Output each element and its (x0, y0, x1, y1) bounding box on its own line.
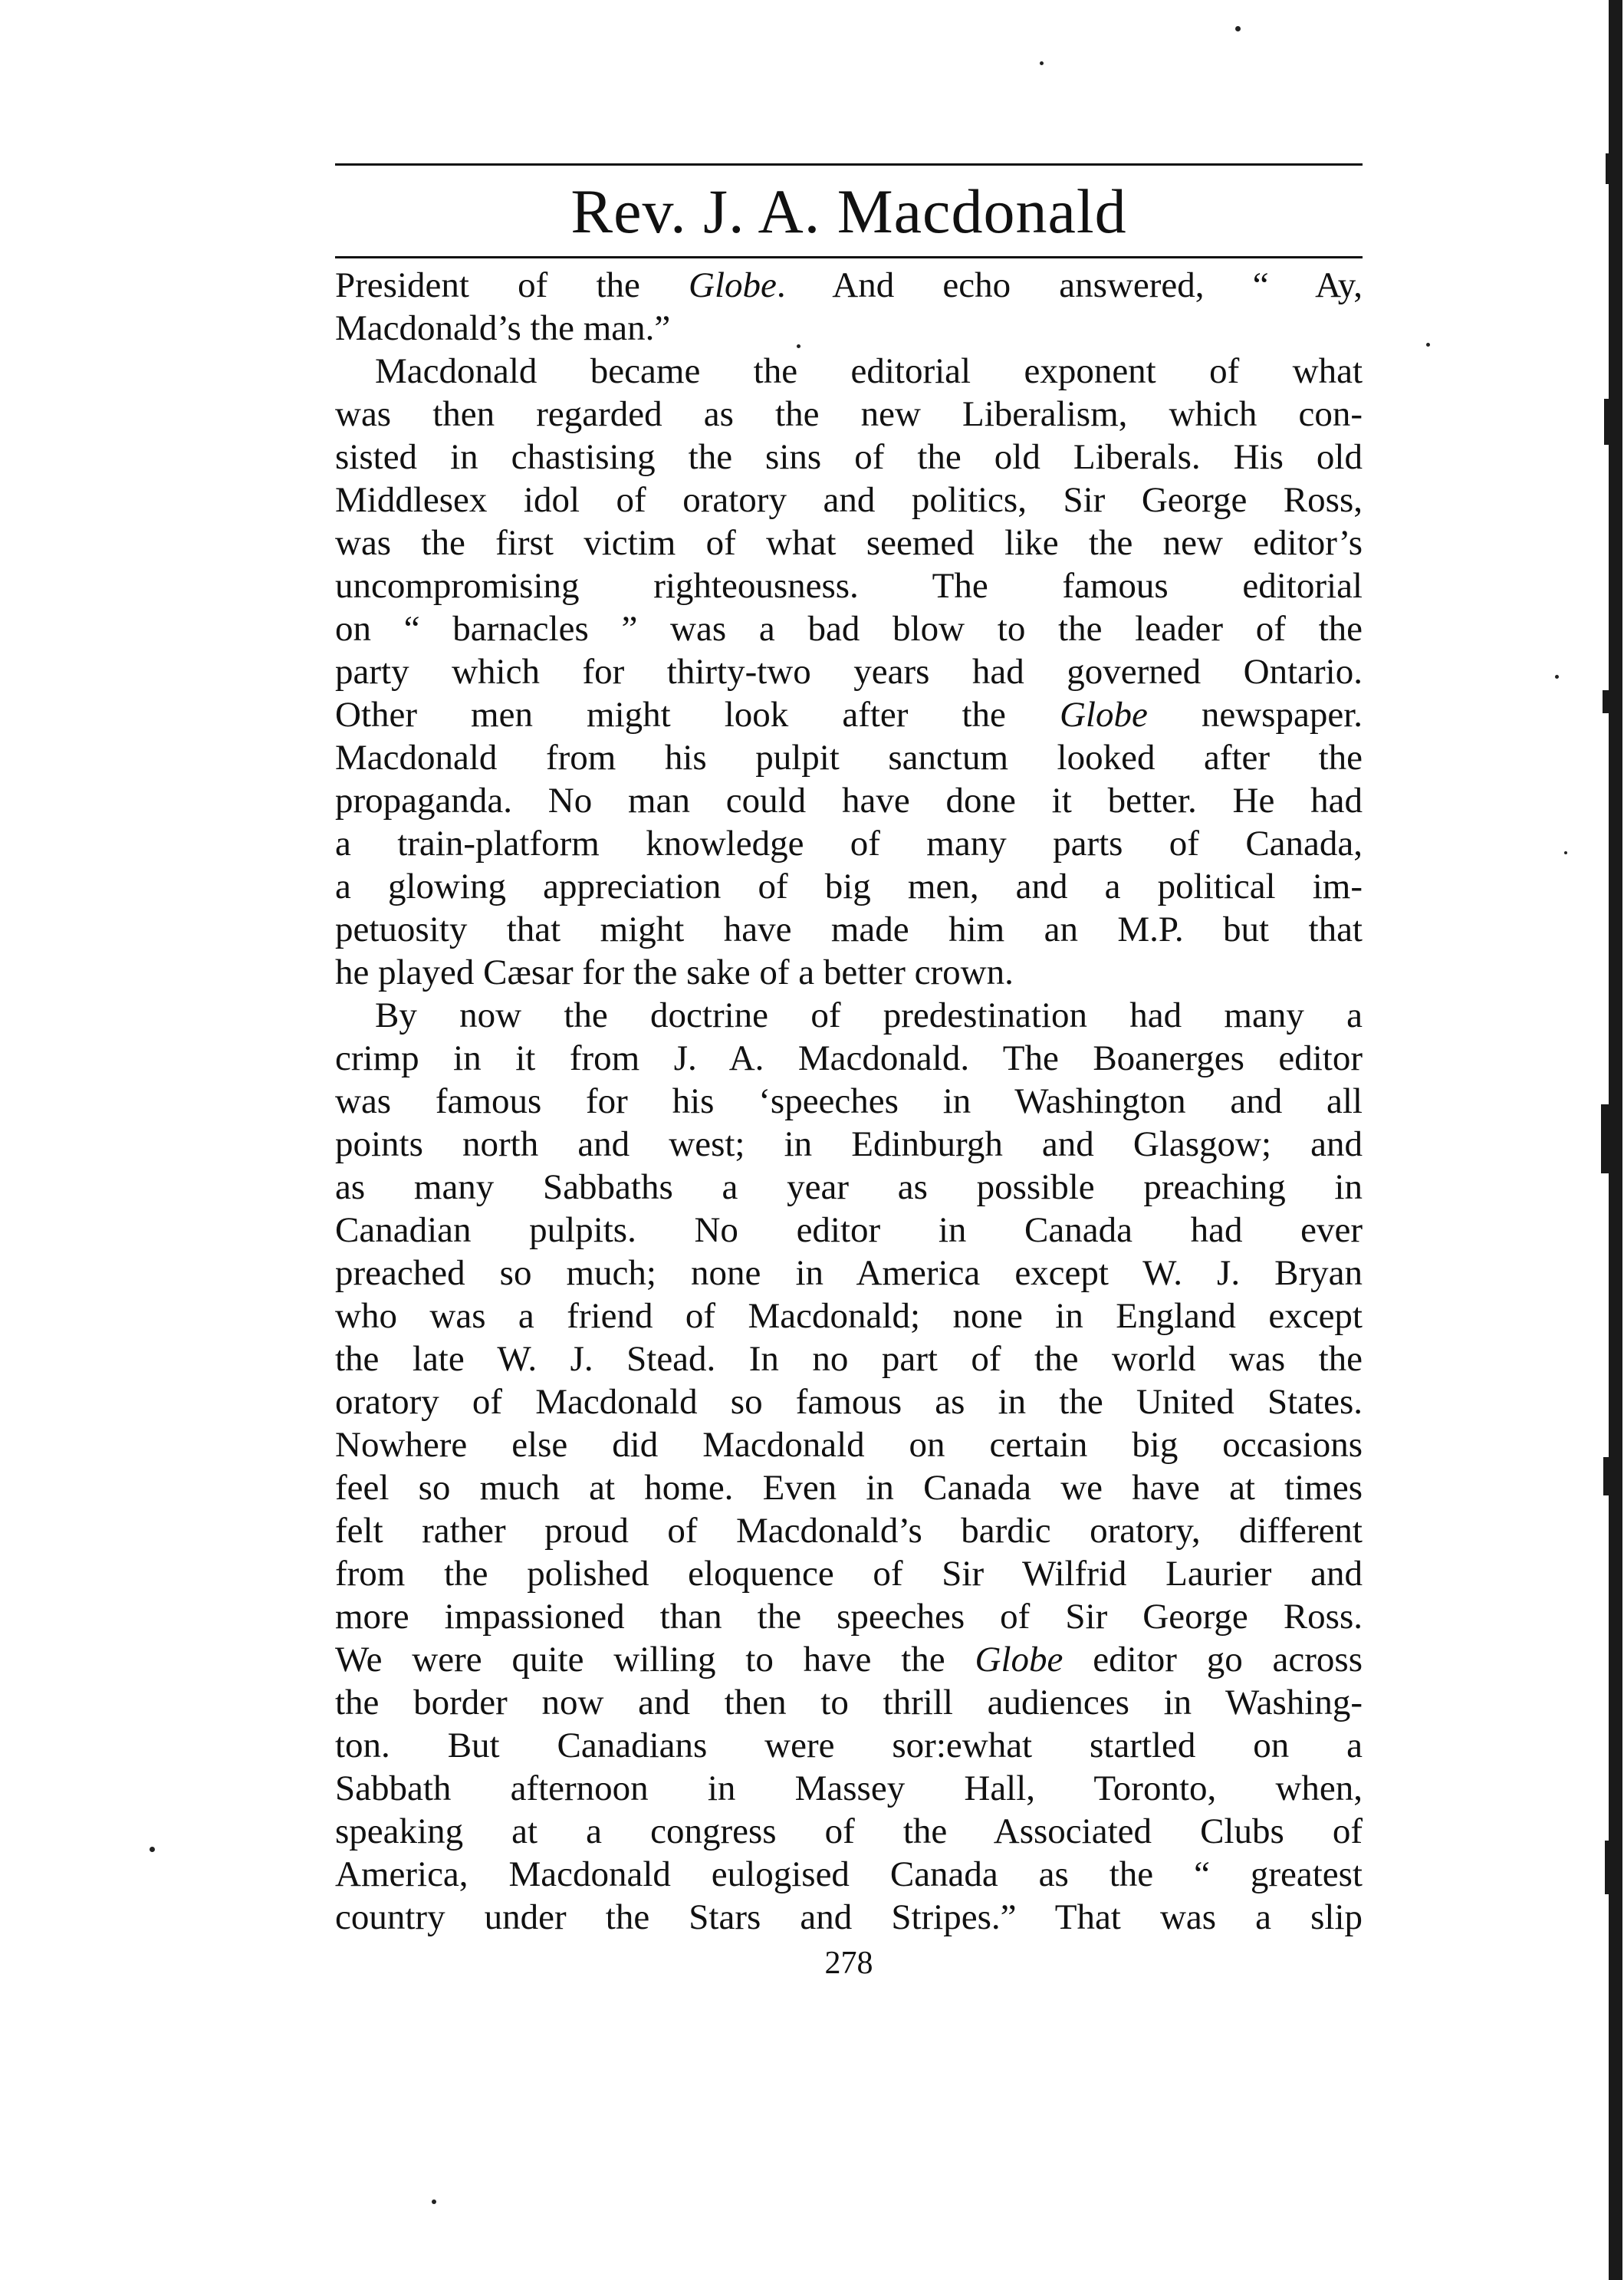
text-line (335, 521, 1363, 564)
text-line (335, 1896, 1363, 1939)
text-line (335, 1209, 1363, 1252)
text-segment: Macdonald’s the man.” (335, 308, 671, 348)
text-line (335, 1337, 1363, 1380)
text-line (335, 1252, 1363, 1295)
scan-speck (1426, 343, 1430, 347)
text-segment: sisted in chastising the sins of the old Liberals. His old (335, 437, 1363, 477)
text-segment: the border now and then to thrill audiences in Washing- (335, 1683, 1363, 1722)
text-line (335, 822, 1363, 865)
text-segment: newspaper. (1147, 695, 1363, 735)
text-segment: a train-platform knowledge of many parts of Canada, (335, 824, 1363, 864)
scan-speck (1555, 675, 1559, 679)
text-line (335, 1295, 1363, 1337)
text-segment: By now the doctrine of predestination had many a (375, 995, 1363, 1035)
text-line (335, 1810, 1363, 1853)
text-line (335, 951, 1363, 994)
text-segment: as many Sabbaths a year as possible preaching in (335, 1167, 1363, 1207)
text-line (335, 736, 1363, 779)
text-segment: We were quite willing to have the (335, 1640, 975, 1680)
running-head-title: Rev. J. A. Macdonald (570, 176, 1127, 246)
scan-speck (1040, 61, 1044, 65)
scan-speck (797, 344, 800, 348)
text-line (335, 1638, 1363, 1681)
body-text (335, 264, 1363, 1939)
text-line (335, 479, 1363, 521)
scan-speck (1564, 851, 1567, 854)
text-segment: editor go across (1063, 1640, 1363, 1680)
text-line (335, 1123, 1363, 1166)
text-line (335, 436, 1363, 479)
text-segment: points north and west; in Edinburgh and Glasgow; and (335, 1124, 1363, 1164)
scan-speck (150, 1847, 155, 1852)
text-segment: from the polished eloquence of Sir Wilfrid Laurier and (335, 1554, 1363, 1594)
text-line (335, 650, 1363, 693)
text-line (335, 1166, 1363, 1209)
text-line (335, 307, 1363, 350)
text-segment: the late W. J. Stead. In no part of the world was the (335, 1339, 1363, 1379)
text-line (335, 1037, 1363, 1080)
text-line (335, 1509, 1363, 1552)
text-segment: was then regarded as the new Liberalism, which con- (335, 394, 1363, 434)
text-segment: uncompromising righteousness. The famous editorial (335, 566, 1363, 606)
text-line (335, 1080, 1363, 1123)
text-segment: Middlesex idol of oratory and politics, Sir George Ross, (335, 480, 1363, 520)
scan-speck (432, 2199, 436, 2204)
text-line (335, 1595, 1363, 1638)
text-segment: was famous for his ‘speeches in Washington and all (335, 1081, 1363, 1121)
text-segment: was the first victim of what seemed like the new editor’s (335, 523, 1363, 563)
text-segment: ton. But Canadians were sor:ewhat startled on a (335, 1726, 1363, 1765)
page-number: 278 (824, 1946, 873, 1981)
text-segment: feel so much at home. Even in Canada we have at times (335, 1468, 1363, 1508)
text-line (335, 607, 1363, 650)
text-segment: who was a friend of Macdonald; none in England except (335, 1296, 1363, 1336)
text-segment: petuosity that might have made him an M.P. but that (335, 910, 1363, 949)
text-segment: President of the (335, 265, 689, 305)
text-line (335, 350, 1363, 393)
text-segment: a glowing appreciation of big men, and a political im- (335, 867, 1363, 906)
text-segment: propaganda. No man could have done it better. He had (335, 781, 1363, 821)
text-line (335, 1681, 1363, 1724)
text-segment: Macdonald became the editorial exponent of what (375, 351, 1363, 391)
italic-text: Globe (975, 1640, 1063, 1680)
text-segment: he played Cæsar for the sake of a better crown. (335, 952, 1014, 992)
scan-edge-shadow (1601, 0, 1624, 2280)
text-line (335, 1423, 1363, 1466)
header-rule-bottom (335, 256, 1363, 258)
italic-text: Globe (689, 265, 777, 305)
text-line (335, 393, 1363, 436)
text-segment: felt rather proud of Macdonald’s bardic oratory, different (335, 1511, 1363, 1551)
text-segment: more impassioned than the speeches of Sir George Ross. (335, 1597, 1363, 1637)
text-segment: country under the Stars and Stripes.” That was a slip (335, 1897, 1363, 1937)
text-segment: preached so much; none in America except W. J. Bryan (335, 1253, 1363, 1293)
text-segment: oratory of Macdonald so famous as in the United States. (335, 1382, 1363, 1422)
text-segment: party which for thirty-two years had governed Ontario. (335, 652, 1363, 692)
text-line (335, 1552, 1363, 1595)
text-segment: America, Macdonald eulogised Canada as the “ greatest (335, 1854, 1363, 1894)
text-segment: Macdonald from his pulpit sanctum looked after the (335, 738, 1363, 778)
text-segment: on “ barnacles ” was a bad blow to the leader of the (335, 609, 1363, 649)
scan-speck (1235, 26, 1241, 31)
text-line (335, 1466, 1363, 1509)
text-line (335, 564, 1363, 607)
text-line (335, 1380, 1363, 1423)
text-segment: Sabbath afternoon in Massey Hall, Toronto, when, (335, 1768, 1363, 1808)
header-rule-top (335, 163, 1363, 166)
text-segment: Other men might look after the (335, 695, 1060, 735)
text-line (335, 693, 1363, 736)
text-line (335, 779, 1363, 822)
text-line (335, 1767, 1363, 1810)
text-line (335, 1853, 1363, 1896)
text-segment: speaking at a congress of the Associated Clubs of (335, 1811, 1363, 1851)
text-line (335, 908, 1363, 951)
text-segment: . And echo answered, “ Ay, (776, 265, 1363, 305)
text-line (335, 994, 1363, 1037)
text-segment: Nowhere else did Macdonald on certain big occasions (335, 1425, 1363, 1465)
text-segment: crimp in it from J. A. Macdonald. The Boanerges editor (335, 1038, 1363, 1078)
text-line (335, 865, 1363, 908)
italic-text: Globe (1059, 695, 1148, 735)
text-segment: Canadian pulpits. No editor in Canada had ever (335, 1210, 1363, 1250)
text-line (335, 264, 1363, 307)
text-line (335, 1724, 1363, 1767)
